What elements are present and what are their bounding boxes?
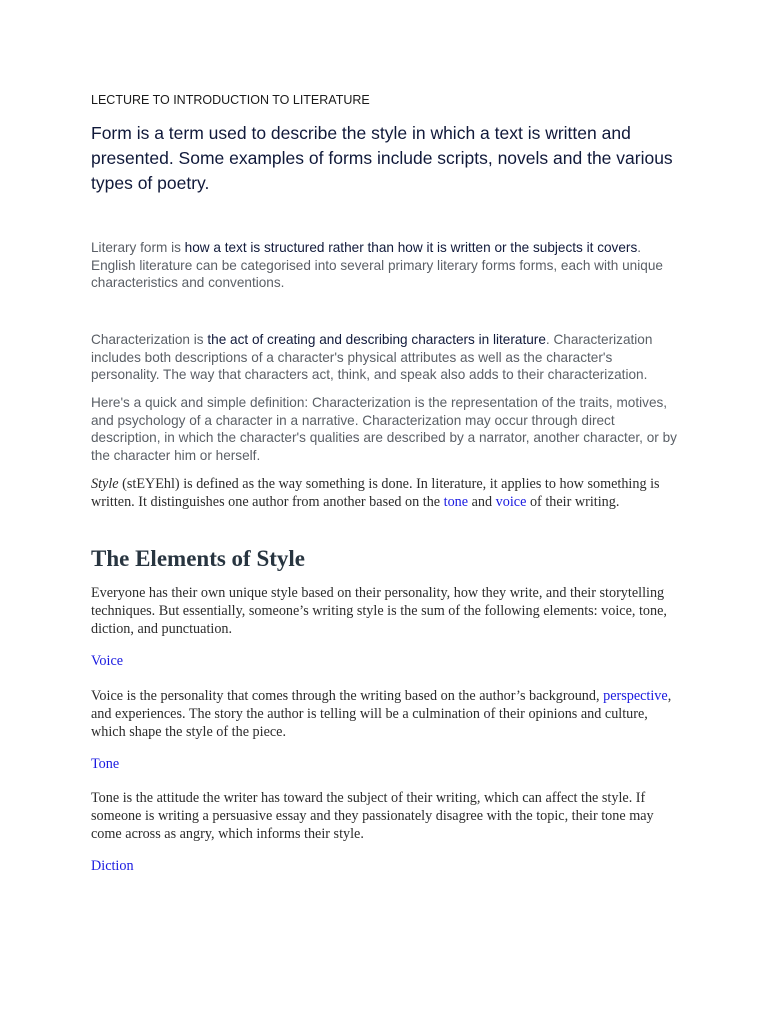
perspective-link[interactable]: perspective (603, 688, 668, 704)
elements-intro-paragraph: Everyone has their own unique style based on their personality, how they write, and their storytelling techniques. But essentially, someone’s writing style is the sum of the following elements: voice, tone, diction, and punctuation. (91, 585, 667, 637)
style-def-and: and (468, 494, 496, 510)
literary-form-paragraph (91, 239, 681, 292)
style-def-part1: (stEYEhl) is defined as the way something is done. In literature, it applies to how something is written. It distinguishes one author from another based on the (91, 476, 660, 510)
tone-heading[interactable]: Tone (91, 756, 120, 772)
characterization-lead: Characterization is (91, 332, 208, 347)
characterization-paragraph (91, 331, 681, 384)
voice-heading[interactable]: Voice (91, 653, 124, 669)
style-term: Style (91, 476, 119, 492)
voice-part1: Voice is the personality that comes through the writing based on the author’s background, (91, 688, 604, 704)
intro-paragraph: Form is a term used to describe the style in which a text is written and presented. Some examples of forms include scripts, novels and the various types of poetry. (91, 123, 673, 193)
definition-paragraph: Here's a quick and simple definition: Characterization is the representation of the traits, motives, and psychology of a character in a narrative. Characterization may occur through direct description, in which the character's qualities are described by a narrator, another character, or by the character him or herself. (91, 395, 677, 463)
voice-paragraph (91, 687, 681, 741)
tone-paragraph: Tone is the attitude the writer has toward the subject of their writing, which can affect the style. If someone is writing a persuasive essay and they passionately disagree with the topic, their tone may come across as angry, which informs their style. (91, 790, 654, 842)
diction-heading[interactable]: Diction (91, 858, 134, 874)
literary-form-rest: . English literature can be categorised into several primary literary forms forms, each with unique characteristics and conventions. (91, 240, 663, 291)
characterization-highlight: the act of creating and describing characters in literature (207, 332, 546, 347)
style-definition-paragraph (91, 475, 681, 511)
voice-part2: , and experiences. The story the author is telling will be a culmination of their opinions and culture, which shape the style of the piece. (91, 688, 672, 740)
voice-link[interactable]: voice (495, 494, 527, 510)
literary-form-lead: Literary form is (91, 240, 185, 255)
style-def-part2: of their writing. (526, 494, 620, 510)
characterization-rest: . Characterization includes both descriptions of a character's physical attributes as well as the character's personality. The way that characters act, think, and speak also adds to their characterization. (91, 332, 653, 383)
document-heading: LECTURE TO INTRODUCTION TO LITERATURE (91, 93, 370, 107)
elements-of-style-heading: The Elements of Style (91, 546, 306, 571)
tone-link[interactable]: tone (443, 494, 469, 510)
literary-form-highlight: how a text is structured rather than how it is written or the subjects it covers (184, 240, 638, 255)
